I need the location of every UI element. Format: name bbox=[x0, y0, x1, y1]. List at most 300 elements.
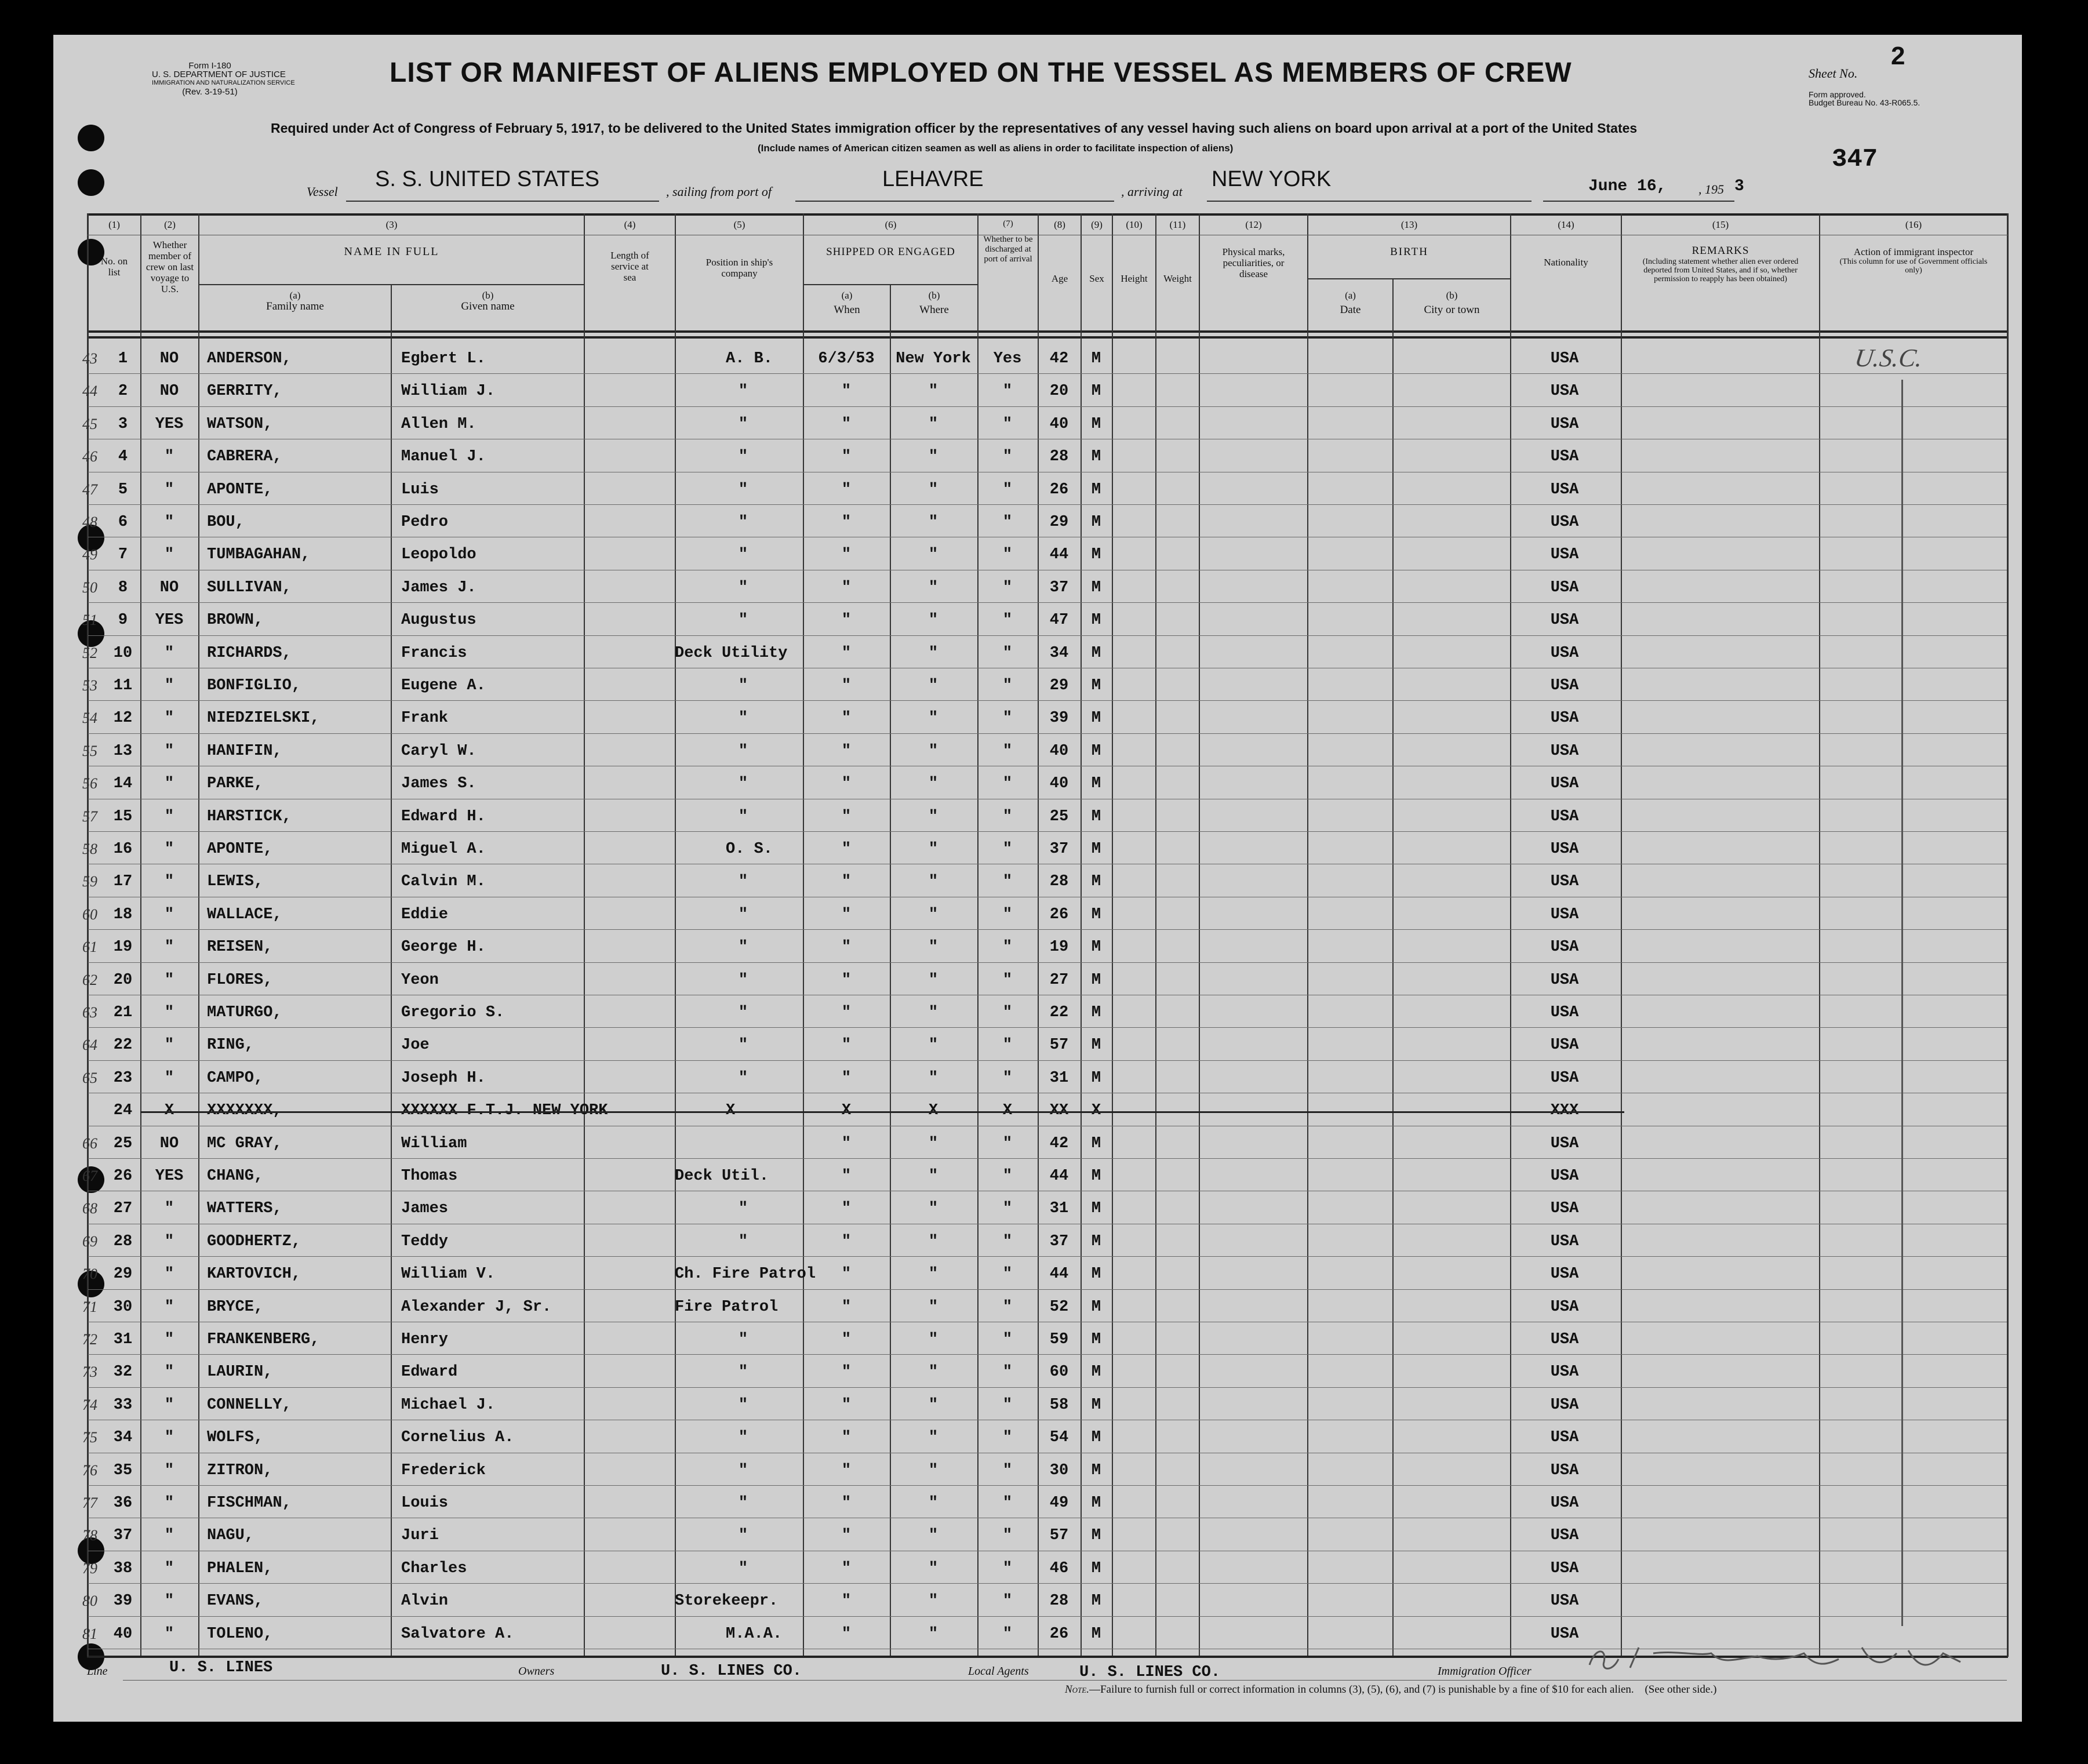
cell-age: 28 bbox=[1049, 448, 1069, 466]
cell-where: " bbox=[928, 775, 938, 793]
cell-family: LAURIN, bbox=[207, 1363, 273, 1381]
cell-age: 37 bbox=[1049, 841, 1069, 858]
cell-position: " bbox=[738, 481, 748, 499]
cell-family: XXXXXXX, bbox=[207, 1102, 282, 1120]
cell-no: 2 bbox=[118, 383, 128, 401]
cell-crew: " bbox=[164, 1461, 174, 1479]
cell-crew: " bbox=[164, 905, 174, 923]
cell-age: 26 bbox=[1049, 481, 1069, 499]
cell-family: WALLACE, bbox=[207, 905, 282, 923]
col14-label: Nationality bbox=[1544, 257, 1588, 268]
cell-discharged: " bbox=[1002, 1559, 1013, 1577]
col5-label: Position in ship's company bbox=[705, 257, 773, 279]
cell-sex: M bbox=[1091, 1298, 1101, 1316]
cell-position: " bbox=[738, 383, 748, 401]
cell-crew: " bbox=[164, 1069, 174, 1087]
cell-crew: YES bbox=[155, 1167, 184, 1185]
cell-given: Alexander J, Sr. bbox=[401, 1298, 552, 1316]
cell-when: " bbox=[841, 579, 852, 597]
cell-when: " bbox=[841, 1559, 852, 1577]
cell-age: 44 bbox=[1049, 546, 1069, 564]
cell-sex: M bbox=[1091, 1592, 1101, 1610]
cell-where: " bbox=[928, 1134, 938, 1152]
cell-sex: M bbox=[1091, 841, 1101, 858]
cell-crew: " bbox=[164, 1527, 174, 1545]
cell-nationality: USA bbox=[1550, 841, 1579, 858]
cell-crew: " bbox=[164, 1592, 174, 1610]
cell-crew: " bbox=[164, 742, 174, 760]
cell-discharged: " bbox=[1002, 1461, 1013, 1479]
col12-num: (12) bbox=[1245, 219, 1262, 230]
cell-sex: M bbox=[1091, 971, 1101, 989]
cell-given: Caryl W. bbox=[401, 742, 476, 760]
cell-where: " bbox=[928, 1461, 938, 1479]
cell-position: " bbox=[738, 448, 748, 466]
cell-crew: NO bbox=[159, 1134, 179, 1152]
cell-sex: M bbox=[1091, 448, 1101, 466]
cell-when: " bbox=[841, 612, 852, 630]
cell-given: Michael J. bbox=[401, 1396, 496, 1414]
cell-nationality: USA bbox=[1550, 742, 1579, 760]
cell-sex: M bbox=[1091, 514, 1101, 531]
cell-sex: M bbox=[1091, 939, 1101, 956]
cell-sex: M bbox=[1091, 1625, 1101, 1643]
cell-given: Luis bbox=[401, 481, 439, 499]
cell-where: " bbox=[928, 415, 938, 433]
pencil-line-number: 60 bbox=[82, 905, 97, 923]
cell-discharged: " bbox=[1002, 873, 1013, 891]
cell-crew: " bbox=[164, 644, 174, 662]
cell-position: " bbox=[738, 1232, 748, 1250]
cell-nationality: USA bbox=[1550, 579, 1579, 597]
cell-when: " bbox=[841, 971, 852, 989]
cell-age: 42 bbox=[1049, 350, 1069, 368]
cell-crew: " bbox=[164, 808, 174, 825]
cell-family: GERRITY, bbox=[207, 383, 282, 401]
cell-position: " bbox=[738, 514, 748, 531]
cell-discharged: " bbox=[1002, 1200, 1013, 1218]
cell-nationality: USA bbox=[1550, 1036, 1579, 1054]
cell-no: 13 bbox=[113, 742, 133, 760]
cell-age: 29 bbox=[1049, 677, 1069, 694]
cell-discharged: " bbox=[1002, 1396, 1013, 1414]
cell-sex: M bbox=[1091, 1396, 1101, 1414]
col1-num: (1) bbox=[108, 219, 120, 230]
cell-given: Manuel J. bbox=[401, 448, 486, 466]
cell-age: 40 bbox=[1049, 775, 1069, 793]
cell-given: Frederick bbox=[401, 1461, 486, 1479]
cell-no: 7 bbox=[118, 546, 128, 564]
cell-sex: M bbox=[1091, 1559, 1101, 1577]
manifest-sheet bbox=[53, 35, 2022, 1722]
form-service: IMMIGRATION AND NATURALIZATION SERVICE bbox=[152, 79, 295, 86]
col9-num: (9) bbox=[1091, 219, 1103, 230]
cell-nationality: USA bbox=[1550, 1494, 1579, 1512]
col3-label: NAME IN FULL bbox=[344, 245, 439, 258]
cell-given: Augustus bbox=[401, 612, 476, 630]
cell-no: 33 bbox=[113, 1396, 133, 1414]
arriving-port: NEW YORK bbox=[1212, 167, 1332, 191]
cell-where: " bbox=[928, 644, 938, 662]
col2-label: Whether member of crew on last voyage to U.S. bbox=[145, 239, 194, 294]
cell-when: " bbox=[841, 841, 852, 858]
cell-given: Pedro bbox=[401, 514, 449, 531]
cell-discharged: " bbox=[1002, 1036, 1013, 1054]
col15-label: REMARKS bbox=[1692, 245, 1749, 257]
cell-nationality: USA bbox=[1550, 514, 1579, 531]
cell-discharged: " bbox=[1002, 1625, 1013, 1643]
cell-where: " bbox=[928, 1200, 938, 1218]
footer-owners-label: Owners bbox=[518, 1665, 555, 1678]
cell-when: 6/3/53 bbox=[818, 350, 875, 368]
pencil-line-number: 62 bbox=[82, 971, 97, 988]
cell-no: 22 bbox=[113, 1036, 133, 1054]
cell-when: " bbox=[841, 1363, 852, 1381]
cell-when: " bbox=[841, 644, 852, 662]
cell-where: New York bbox=[896, 350, 971, 368]
cell-nationality: USA bbox=[1550, 1429, 1579, 1447]
cell-no: 31 bbox=[113, 1331, 133, 1348]
cell-position: " bbox=[738, 905, 748, 923]
cell-age: 42 bbox=[1049, 1134, 1069, 1152]
cell-nationality: USA bbox=[1550, 1200, 1579, 1218]
cell-where: " bbox=[928, 1298, 938, 1316]
cell-where: " bbox=[928, 841, 938, 858]
cell-sex: M bbox=[1091, 1461, 1101, 1479]
approval-line1: Form approved. bbox=[1809, 90, 1866, 99]
cell-nationality: USA bbox=[1550, 1069, 1579, 1087]
vessel-label: Vessel bbox=[307, 184, 338, 199]
col6b-tag: (b) bbox=[928, 290, 940, 301]
cell-age: 27 bbox=[1049, 971, 1069, 989]
pencil-line-number: 80 bbox=[82, 1592, 97, 1610]
cell-position: " bbox=[738, 1429, 748, 1447]
pencil-line-number: 44 bbox=[82, 383, 97, 400]
footer-line-value: U. S. LINES bbox=[169, 1659, 273, 1676]
col6a-header bbox=[804, 290, 890, 315]
pencil-line-number: 64 bbox=[82, 1036, 97, 1054]
col11-label: Weight bbox=[1163, 273, 1192, 284]
form-id: Form I-180 bbox=[188, 61, 231, 71]
cell-position: " bbox=[738, 1363, 748, 1381]
footer-line-label: Line bbox=[87, 1665, 108, 1678]
pencil-line-number: 68 bbox=[82, 1200, 97, 1217]
cell-age: 57 bbox=[1049, 1036, 1069, 1054]
cell-crew: YES bbox=[155, 612, 184, 630]
cell-crew: NO bbox=[159, 579, 179, 597]
cell-position: O. S. bbox=[726, 841, 773, 858]
col6b-header bbox=[891, 290, 977, 315]
cell-given: Joseph H. bbox=[401, 1069, 486, 1087]
col11-num: (11) bbox=[1169, 219, 1186, 230]
cell-age: 39 bbox=[1049, 710, 1069, 728]
cell-age: 30 bbox=[1049, 1461, 1069, 1479]
cell-nationality: USA bbox=[1550, 644, 1579, 662]
col13b-label: City or town bbox=[1424, 304, 1480, 316]
cell-crew: " bbox=[164, 1396, 174, 1414]
cell-nationality: USA bbox=[1550, 971, 1579, 989]
cell-sex: M bbox=[1091, 1265, 1101, 1283]
cell-nationality: USA bbox=[1550, 677, 1579, 694]
cell-crew: NO bbox=[159, 383, 179, 401]
cell-no: 40 bbox=[113, 1625, 133, 1643]
cell-position: " bbox=[738, 1036, 748, 1054]
cell-no: 18 bbox=[113, 905, 133, 923]
col16-label: Action of immigrant inspector bbox=[1853, 246, 1974, 257]
cell-crew: " bbox=[164, 1232, 174, 1250]
col4-header bbox=[585, 219, 675, 283]
cell-given: George H. bbox=[401, 939, 486, 956]
year-prefix: , 195 bbox=[1698, 182, 1724, 197]
cell-given: Louis bbox=[401, 1494, 449, 1512]
cell-no: 35 bbox=[113, 1461, 133, 1479]
cell-sex: M bbox=[1091, 1363, 1101, 1381]
cell-age: 25 bbox=[1049, 808, 1069, 825]
col5-header bbox=[676, 219, 803, 279]
cell-position: " bbox=[738, 1527, 748, 1545]
cell-family: CHANG, bbox=[207, 1167, 264, 1185]
cell-when: " bbox=[841, 1265, 852, 1283]
strike-through bbox=[140, 1111, 1624, 1113]
cell-no: 4 bbox=[118, 448, 128, 466]
cell-family: RICHARDS, bbox=[207, 644, 292, 662]
cell-position: " bbox=[738, 1559, 748, 1577]
cell-sex: M bbox=[1091, 546, 1101, 564]
cell-discharged: " bbox=[1002, 808, 1013, 825]
pencil-line-number: 54 bbox=[82, 710, 97, 727]
cell-crew: " bbox=[164, 1363, 174, 1381]
cell-sex: M bbox=[1091, 415, 1101, 433]
cell-family: NIEDZIELSKI, bbox=[207, 710, 320, 728]
cell-age: 40 bbox=[1049, 742, 1069, 760]
col2-header bbox=[141, 219, 198, 294]
cell-discharged: " bbox=[1002, 939, 1013, 956]
col10-num: (10) bbox=[1126, 219, 1143, 230]
cell-crew: " bbox=[164, 1200, 174, 1218]
cell-sex: M bbox=[1091, 644, 1101, 662]
cell-position: " bbox=[738, 612, 748, 630]
cell-given: Salvatore A. bbox=[401, 1625, 514, 1643]
cell-family: PHALEN, bbox=[207, 1559, 273, 1577]
binder-hole bbox=[78, 169, 104, 196]
cell-sex: X bbox=[1091, 1102, 1101, 1120]
pencil-line-number: 66 bbox=[82, 1134, 97, 1152]
pencil-line-number: 76 bbox=[82, 1461, 97, 1479]
cell-position: " bbox=[738, 1004, 748, 1021]
cell-where: " bbox=[928, 710, 938, 728]
cell-nationality: USA bbox=[1550, 1592, 1579, 1610]
cell-crew: " bbox=[164, 1494, 174, 1512]
col11-header bbox=[1156, 219, 1199, 284]
cell-given: XXXXXX F.T.J. NEW YORK bbox=[401, 1102, 608, 1120]
cell-age: 22 bbox=[1049, 1004, 1069, 1021]
pencil-line-number: 50 bbox=[82, 579, 97, 596]
footer-owners-value: U. S. LINES CO. bbox=[661, 1663, 802, 1680]
form-subtitle2: (Include names of American citizen seamen as well as aliens in order to facilitate inspection of aliens) bbox=[758, 143, 1234, 154]
cell-position: Deck Util. bbox=[675, 1167, 769, 1185]
cell-no: 3 bbox=[118, 415, 128, 433]
cell-discharged: " bbox=[1002, 383, 1013, 401]
cell-given: Edward bbox=[401, 1363, 458, 1381]
pencil-line-number: 79 bbox=[82, 1559, 97, 1577]
cell-position: " bbox=[738, 415, 748, 433]
cell-discharged: Yes bbox=[993, 350, 1022, 368]
cell-no: 17 bbox=[113, 873, 133, 891]
cell-when: " bbox=[841, 873, 852, 891]
cell-no: 19 bbox=[113, 939, 133, 956]
cell-given: Edward H. bbox=[401, 808, 486, 825]
pencil-line-number: 59 bbox=[82, 873, 97, 890]
cell-age: 60 bbox=[1049, 1363, 1069, 1381]
cell-family: MATURGO, bbox=[207, 1004, 282, 1021]
cell-sex: M bbox=[1091, 710, 1101, 728]
cell-discharged: " bbox=[1002, 1363, 1013, 1381]
cell-age: 31 bbox=[1049, 1069, 1069, 1087]
col13a-label: Date bbox=[1340, 304, 1361, 316]
cell-age: 19 bbox=[1049, 939, 1069, 956]
cell-crew: YES bbox=[155, 415, 184, 433]
pencil-line-number: 48 bbox=[82, 514, 97, 530]
cell-position: " bbox=[738, 1200, 748, 1218]
cell-nationality: USA bbox=[1550, 710, 1579, 728]
cell-given: Egbert L. bbox=[401, 350, 486, 368]
cell-crew: " bbox=[164, 1298, 174, 1316]
col7-label: Whether to be discharged at port of arrival bbox=[983, 235, 1033, 264]
cell-where: " bbox=[928, 1232, 938, 1250]
cell-where: " bbox=[928, 1036, 938, 1054]
cell-discharged: " bbox=[1002, 579, 1013, 597]
cell-sex: M bbox=[1091, 1429, 1101, 1447]
cell-crew: " bbox=[164, 841, 174, 858]
cell-nationality: USA bbox=[1550, 612, 1579, 630]
cell-where: " bbox=[928, 1559, 938, 1577]
cell-age: 49 bbox=[1049, 1494, 1069, 1512]
cell-no: 28 bbox=[113, 1232, 133, 1250]
cell-position: Deck Utility bbox=[675, 644, 788, 662]
cell-where: " bbox=[928, 1363, 938, 1381]
cell-age: XX bbox=[1049, 1102, 1069, 1120]
cell-sex: M bbox=[1091, 775, 1101, 793]
col15-note: (Including statement whether alien ever ordered deported from United States, and if so, whether permission to reapply has been obtained) bbox=[1642, 257, 1799, 283]
cell-family: WOLFS, bbox=[207, 1429, 264, 1447]
pencil-line-number: 43 bbox=[82, 350, 97, 367]
pencil-line-number: 57 bbox=[82, 808, 97, 825]
cell-sex: M bbox=[1091, 1069, 1101, 1087]
cell-family: ANDERSON, bbox=[207, 350, 292, 368]
cell-sex: M bbox=[1091, 612, 1101, 630]
cell-given: Frank bbox=[401, 710, 449, 728]
cell-when: " bbox=[841, 1069, 852, 1087]
cell-when: " bbox=[841, 1494, 852, 1512]
cell-given: James S. bbox=[401, 775, 476, 793]
cell-where: " bbox=[928, 1331, 938, 1348]
year-digit: 3 bbox=[1734, 177, 1744, 195]
cell-discharged: " bbox=[1002, 546, 1013, 564]
cell-nationality: USA bbox=[1550, 1298, 1579, 1316]
col8-label: Age bbox=[1051, 273, 1068, 284]
cell-age: 47 bbox=[1049, 612, 1069, 630]
cell-position: " bbox=[738, 579, 748, 597]
cell-position: " bbox=[738, 1331, 748, 1348]
cell-discharged: " bbox=[1002, 1298, 1013, 1316]
cell-when: " bbox=[841, 710, 852, 728]
col8-header bbox=[1039, 219, 1081, 284]
col7-num: (7) bbox=[1003, 219, 1013, 228]
cell-discharged: " bbox=[1002, 841, 1013, 858]
cell-family: CONNELLY, bbox=[207, 1396, 292, 1414]
cell-age: 54 bbox=[1049, 1429, 1069, 1447]
col13a-header bbox=[1308, 290, 1392, 315]
cell-no: 9 bbox=[118, 612, 128, 630]
cell-sex: M bbox=[1091, 1494, 1101, 1512]
col4-label: Length of service at sea bbox=[610, 250, 649, 283]
pencil-line-number: 81 bbox=[82, 1625, 97, 1642]
cell-family: BOU, bbox=[207, 514, 245, 531]
cell-no: 30 bbox=[113, 1298, 133, 1316]
cell-crew: " bbox=[164, 1429, 174, 1447]
cell-where: " bbox=[928, 1592, 938, 1610]
cell-when: " bbox=[841, 1527, 852, 1545]
cell-when: " bbox=[841, 1331, 852, 1348]
col15-num: (15) bbox=[1712, 219, 1729, 230]
col4-num: (4) bbox=[624, 219, 636, 230]
cell-where: X bbox=[928, 1102, 938, 1120]
cell-sex: M bbox=[1091, 579, 1101, 597]
cell-discharged: " bbox=[1002, 1592, 1013, 1610]
cell-no: 6 bbox=[118, 514, 128, 531]
cell-where: " bbox=[928, 448, 938, 466]
cell-family: SULLIVAN, bbox=[207, 579, 292, 597]
see-other-side: (See other side.) bbox=[1645, 1683, 1717, 1696]
cell-given: Charles bbox=[401, 1559, 467, 1577]
cell-position: " bbox=[738, 808, 748, 825]
cell-sex: M bbox=[1091, 808, 1101, 825]
cell-discharged: " bbox=[1002, 481, 1013, 499]
cell-crew: " bbox=[164, 677, 174, 694]
col16-num: (16) bbox=[1905, 219, 1922, 230]
cell-given: Thomas bbox=[401, 1167, 458, 1185]
cell-family: GOODHERTZ, bbox=[207, 1232, 301, 1250]
cell-nationality: USA bbox=[1550, 448, 1579, 466]
cell-where: " bbox=[928, 677, 938, 694]
form-rev: (Rev. 3-19-51) bbox=[182, 87, 238, 97]
cell-where: " bbox=[928, 514, 938, 531]
cell-when: " bbox=[841, 905, 852, 923]
cell-nationality: USA bbox=[1550, 350, 1579, 368]
cell-where: " bbox=[928, 873, 938, 891]
pencil-line-number: 69 bbox=[82, 1232, 97, 1250]
cell-sex: M bbox=[1091, 905, 1101, 923]
cell-family: APONTE, bbox=[207, 481, 273, 499]
cell-no: 21 bbox=[113, 1004, 133, 1021]
cell-age: 34 bbox=[1049, 644, 1069, 662]
pencil-line-number: 73 bbox=[82, 1363, 97, 1381]
cell-crew: NO bbox=[159, 350, 179, 368]
cell-age: 26 bbox=[1049, 905, 1069, 923]
cell-position: " bbox=[738, 775, 748, 793]
cell-sex: M bbox=[1091, 873, 1101, 891]
pencil-line-number: 55 bbox=[82, 742, 97, 759]
footer-note bbox=[1065, 1683, 1716, 1696]
cell-when: " bbox=[841, 1396, 852, 1414]
cell-family: FLORES, bbox=[207, 971, 273, 989]
cell-position: " bbox=[738, 971, 748, 989]
cell-no: 1 bbox=[118, 350, 128, 368]
cell-position: Fire Patrol bbox=[675, 1298, 779, 1316]
cell-when: " bbox=[841, 1461, 852, 1479]
cell-position: " bbox=[738, 1494, 748, 1512]
col9-header bbox=[1082, 219, 1112, 284]
